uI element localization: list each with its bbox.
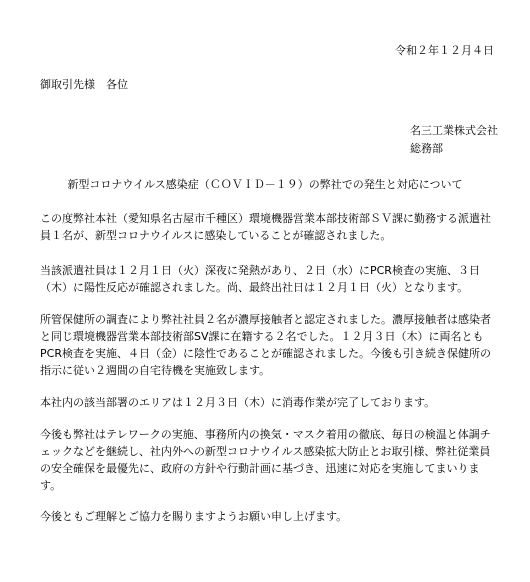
company-name: 名三工業株式会社: [410, 124, 498, 137]
department-name: 総務部: [410, 142, 443, 155]
closing-remark: 今後ともご理解とご協力を賜りますようお願い申し上げます。: [40, 510, 348, 523]
paragraph-prevention-measures: 今後も弊社はテレワークの実施、事務所内の換気・マスク着用の徹底、毎日の検温と体調チェックなどを継続し、社内外への新型コロナウイルス感染拡大防止とお取引様、弊社従業員の安全確保を最優先に、政府の方針や行動計画に基づき、迅速に対応を実施してまいります。: [40, 428, 491, 492]
paragraph-infection-report: この度弊社本社（愛知県名古屋市千種区）環境機器営業本部技術部ＳＶ課に勤務する派遣社員１名が、新型コロナウイルスに感染していることが確認されました。: [40, 212, 491, 242]
paragraph-disinfection: 本社内の該当部署のエリアは１２月３日（木）に消毒作業が完了しております。: [40, 396, 436, 409]
addressee: 御取引先様 各位: [40, 78, 128, 91]
paragraph-close-contacts: 所管保健所の調査により弊社社員２名が濃厚接触者と認定されました。濃厚接触者は感染者と同じ環境機器営業本部技術部SV課に在籍する２名でした。１２月３日（木）に両名ともPCR検査を実施、４日（金）に陰性であることが確認されました。今後も引き続き保健所の指示に従い２週間の自宅待機を実施致します。: [40, 313, 491, 377]
document-title: 新型コロナウイルス感染症（ＣＯＶＩＤ－１９）の弊社での発生と対応について: [67, 178, 463, 191]
document-date: 令和２年１２月４日: [395, 44, 494, 57]
paragraph-timeline: 当該派遣社員は１２月１日（火）深夜に発熱があり、２日（水）にPCR検査の実施、３日（木）に陽性反応が確認されました。尚、最終出社日は１２月１日（火）となります。: [40, 264, 480, 294]
